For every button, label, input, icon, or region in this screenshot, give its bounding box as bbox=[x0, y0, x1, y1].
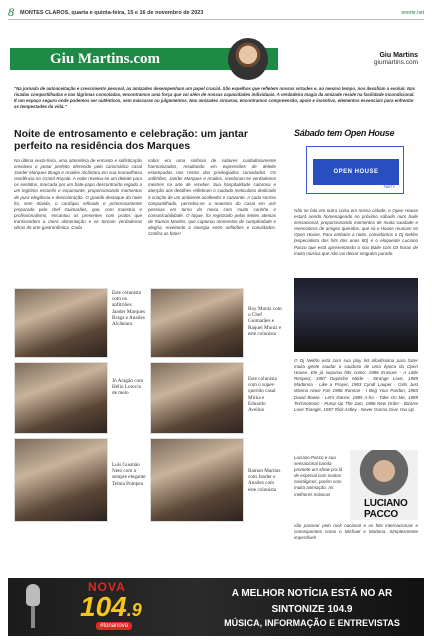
ad-line-2: SINTONIZE 104.9 bbox=[271, 604, 353, 615]
site-link[interactable]: onorte.net bbox=[401, 9, 424, 16]
ad-line-1: A MELHOR NOTÍCIA ESTÁ NO AR bbox=[231, 588, 393, 599]
sidebar-luciano: Luciano Pacco e sua sensacional banda promete um show pra lá de especial com muitos nostálgicos, porém com muita animação. As melhores músicas bbox=[294, 455, 343, 497]
photo-luis-gusmao bbox=[14, 438, 108, 522]
sidebar-title: Sábado tem Open House bbox=[294, 128, 395, 138]
caption-2: Roy Muniz com o Chef Guimarães e Raquel Muniz e este colunista bbox=[248, 306, 282, 337]
caption-5: Luís Gusmão Neto com a sempre elegante Telma Pompeu bbox=[112, 462, 146, 487]
photo-jo-aragao bbox=[14, 362, 108, 434]
photo-hosts bbox=[14, 288, 108, 358]
sidebar-tail: vão passear pelo rock nacional e os hits internacionais e consequentes como o Michael e Madona. Simplesmente imperdível! bbox=[294, 523, 418, 541]
edition-line: MONTES CLAROS, quarta e quinta-feira, 15 e 16 de novembro de 2023 bbox=[20, 9, 204, 16]
photo-chef bbox=[150, 288, 244, 358]
article-headline: Noite de entrosamento e celebração: um jantar perfeito na residência dos Marques bbox=[14, 128, 248, 152]
ad-brand: NOVA bbox=[88, 580, 126, 594]
article-column-2: sabor era uma sinfonia de sabores cuidadosamente harmonizados, resultando em expressões de deleite estampadas nos rostos dos privilegiados convidados. Os anfitriões, Jander Marques e Anailes, revelaram-se verdadeiros mestres na arte de receber. Sua hospitalidade calorosa e atenção aos detalhes refletiram o cuidado meticuloso dedicado à criação de um ambiente acolhedor e cativante. A cada sorriso compartilhado, percebia-se a maestria do casal em unir pessoas em torno da mesa com muito carinho e comunicabilidade. O toque, foi registrado pelas lentes atentas de Ramon Martins, que capturou momentos de cumplicidade e alegria, revelando a sinergia entre anfitriões e convidados. Confira as fotos! bbox=[148, 158, 276, 237]
article-column-1: Na última sexta-feira, uma atmosfera de encanto e sofisticação envolveu o jantar perfeito oferecido pelo carismático casal Jander Marques Braga e Anailes Alcântara em sua maravilhosa residência no Grand Royale. A noite revelou-se um deleite para os sentidos, marcada por um bate-papo descontraído regado a um legítimo escocês e espumante, proporcionando momentos de pura elegância e descontração. O grande destaque da noite foi, sem dúvida, o cardápio refinado e primorosamente preparado pelo chef Guimarães, que, com maestria e profissionalismo, encantou os presentes com pratos que transcendem a mera alimentação e se tornam verdadeiras obras de arte gastronômica. Cada bbox=[14, 158, 142, 231]
photo-couple bbox=[150, 362, 244, 434]
page-header bbox=[8, 6, 424, 20]
author-site[interactable]: giumartins.com bbox=[373, 59, 418, 66]
page-number: 8 bbox=[8, 5, 14, 19]
author-block bbox=[374, 52, 418, 66]
author-name: Giu Martins bbox=[379, 52, 418, 59]
ad-frequency-decimal: .9 bbox=[126, 600, 142, 620]
open-house-logo bbox=[306, 146, 404, 194]
ad-line-3: MÚSICA, INFORMAÇÃO E ENTREVISTAS bbox=[224, 618, 400, 628]
caption-3: Este colunista com o super-querido casal Mirna e Eduardo Avelino bbox=[248, 376, 277, 414]
photo-ramon-martins bbox=[150, 438, 244, 522]
radio-advertisement[interactable] bbox=[8, 578, 424, 636]
microphone-icon bbox=[26, 584, 40, 606]
column-banner: Giu Martins.com bbox=[10, 48, 278, 70]
author-portrait bbox=[228, 38, 268, 80]
dj-photo bbox=[294, 278, 418, 352]
open-house-logo-text: OPEN HOUSE bbox=[313, 159, 399, 185]
caption-4: Jô Aragão com Hélio Lorocio de melo bbox=[112, 378, 144, 397]
caption-6: Ramon Martins com Jander e Anailes com este colunista bbox=[248, 468, 281, 493]
column-quote: "Na jornada de autoaceitação e crescimento pessoal, as amizades desempenham um papel crucial. São espelhos que refletem nossas virtudes e, ao mesmo tempo, nos desafiam a evoluir. Nas risadas compartilhadas e nas lágrimas consoladas, encontramos uma força que vai além de nossas capacidades individuais. A verdadeira magia da amizade reside na facilidade incondicional. É um espaço seguro onde podemos ser autênticos, sem máscaras ou julgamentos. Nas amizades sinceras, encontramos compreensão, apoio e incentivo, elementos essenciais para enfrentar as tempestades da vida." bbox=[14, 86, 416, 109]
sidebar-intro: Não se fala em outra coisa em nossa cidade, o Open House estará sendo homenageado no próximo sábado num baile sensacional, proporcionando momentos de muita saudade e reencontros de amigos queridos, que só o House reuniam no Open House. Para embalar a noite, convidamos o Dj Nekho (especialista dos hits dos anos 80) e o eloquente Luciano Pacco que está apresentando a sou Baile com 03 horas de muita música que não vai deixar ninguém parado. bbox=[294, 208, 418, 256]
luciano-logo: LUCIANO PACCO bbox=[364, 498, 408, 520]
open-house-logo-sub: PARTY bbox=[383, 185, 395, 189]
ad-frequency-main: 104 bbox=[80, 591, 127, 622]
caption-1: Este colunista com os anfitriões Jander Marques Braga e Anailes Alcântara bbox=[112, 290, 145, 328]
sidebar-playlist: O Dj Nekho está com sua play list afiadíssima para fazer muita gente saudar o saudoso de uma época da Open House. Ele já separou hits como: 1986 Erasure - A Little Respect, 1987 Depeche Mode - Strange Love, 1989 Madonna - Like a Prayer, 1983 Cyndi Lauper - Girls Just Wanna Have Fun 1988 Ronnan - I Beg Your Pardon, 1983 David Bowie - Let's Dance, 1985 A-ha - Take On Me, 1989 Technotronic - Pump Up The Jam, 1986 New Order - Bizarre Love Triangle, 1987 Rick Astley - Never Gonna Give You Up bbox=[294, 358, 418, 412]
ad-hashtag: #tonanova bbox=[96, 622, 132, 630]
microphone-stand bbox=[31, 606, 35, 628]
ad-frequency bbox=[80, 591, 142, 623]
